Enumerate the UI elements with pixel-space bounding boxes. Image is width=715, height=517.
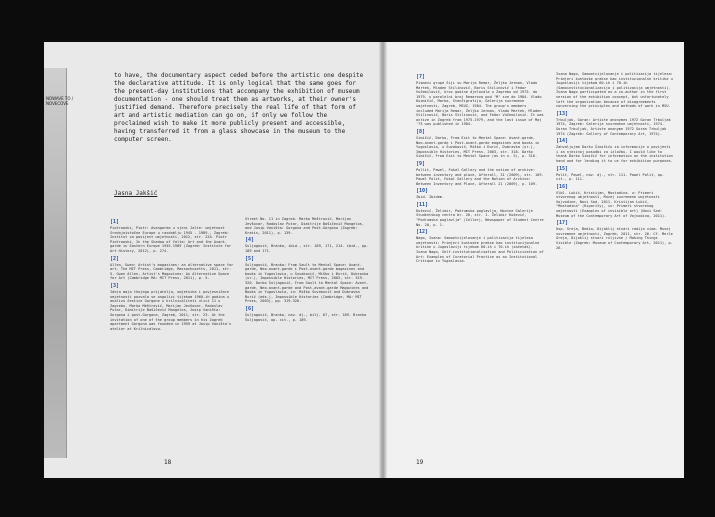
footnote-text: Vlbl. Lukić, Kristijan, Mostadina. u: Primeri stvorenog umjetnosti, Muzej suvremene umjetnosti Vojvodine, Novi Sad, 2011. Kristijan Lukić, "Mostadina" (Riparity), in: Primeri stvorenog umjetnosti (Examples of invisible art) (Novi Sad: Museum of the Contemporary Art of Vojvodina, 2011). xyxy=(556,190,667,218)
footnote-number: [4] xyxy=(245,237,255,244)
footnote-text: Usp. Sreja, Bedia, Dijaklij stvari radija vima. Musej suvremene umjetnosti, Zagreb, 2011, str. 26. Cf. Merle Greja, Dijaklij stvari ruljivne / Making Things Visible (Zagreb: Museum of Contemporary Art, 2011), p. 26. xyxy=(556,227,673,250)
footnote-column-3 xyxy=(416,74,544,264)
footnote-text: Piotrowski, Piotr: Avangarda u sjeni Jalte: umjetnost Srednjoistočne Europe u razdoblju 1945 - 1989., Zagreb: Institut za povijest umjetnosti, 2012, str. 224. Piotr Piotrowski, In the Shadow of Yalta: Art and the Avant-garde in Eastern Europe 1945-1989 (Zagreb: Institute for Art History, 2012), p. 274. xyxy=(110,226,232,253)
footnote-number: [16] xyxy=(556,183,569,190)
footnote-text: Ideja maja thojega prijatelja, umjetnika i povjesničare umjetnosti pozvala se ongolici tijekom 1960-ih godina u analizu čestice Gorgone u krilnicaliteti ulici 11 u Zagrebu. Marko Meštrović, Marijan Jevšovar, Radoslav Putar, Dimitrije Bašičević Mangelos, Josip Vaništa: Gorgona i post-Gorgona, Zagreb, 2011, str. 23. At the invitation of one of the group members in his Zagreb apartment Gorgona was founded in 1959 at Josip Vaništa's atelier at Krilnicalova. xyxy=(110,289,232,331)
photo-strip xyxy=(44,68,74,458)
footnote-text: Ivana Nago, Samootcijelovanje i politizacija tijelesa: Primjeri kustoske prakse kao institucionalne kritike u Jugoslaviji tijekom 60-ih i 70-ih (Samoinstitucionalizacija i politizacija umjetnosti). Ivana Nago participated as a co-author in the first version of the exhibition concept, but unfortunately left the organization because of disagreements concerning the principles and methods of work in MSU. xyxy=(556,72,673,109)
footnote-text: Pismeni grupe čiji su Marija Remar, Željko Jerman, Vlado Martek, Mladen Stilinović, Boris Stilinović i Fedor Vučemilović, kroz godine djelovala u Zagrebu od 1975. do 1979. u paralelni broj Remarova pod "M" sve do 1984. Vlado Kuzmičić, Marko, Stenčigrafija, Galerija suvremene umjetnosti, Zagreb, MSUZ, 1984. The group's members included Marija Remar, Željko Jerman, Vlado Martek, Mladen Stilinović, Boris Stilinović, and Fedor Vučemilović. It was active in Zagreb from 1975-1979, and the last issue of Maj '75 was published in 1984. xyxy=(416,81,544,127)
intro-paragraph: to have, the documentary aspect ceded before the artistic one despite the declarative attitude. It is only logical that the same goes for the present-day institutions that accompany the exhibition of museum documentation - one should treat them as artworks, at their owner's justified demand. Therefore precisely the real life of that form of art and artistic mediation can go on, if only we follow the proclaimed wish to make it more publicly present and accessible, having transferred it from a glass showcase in the museum to the computer screen. xyxy=(114,72,364,143)
left-page xyxy=(44,42,382,478)
footnote-text: Allen, Gwen: Artist's magazines: an alternative space for art. The MIT Press, Cambridge, Massachusetts, 2011, str. 5. Gwen Allen, Artist's Magazines: An Alternative Space for Art (Cambridge MA: MIT Press, 2011), p. 5. xyxy=(110,262,234,281)
footnote-number: [15] xyxy=(556,165,569,172)
footnote-text: Trbuljak, Goran: Artiste anonymes 1972 Goran Trbuljak 1974, Zagreb: Galerija suvremene umjetnosti, 1974. Goran Trbuljak, Artiste anonyme 1972 Goran Trbuljak 1974 (Zagreb: Gallery of Contemporary Art, 1974). xyxy=(556,117,671,136)
footnote-text: Kužević, Želimir, Podrumska poglavlja, Novine Galerije Studentskog centra br. 20, str. 1. Želimir Kožević, "Podrumska poglavlja" (Cellar), Newspaper of Student Centre No. 20, p. 1. xyxy=(416,208,544,227)
footnote-number: [13] xyxy=(556,110,569,117)
footnote-number: [1] xyxy=(110,219,120,225)
footnotes-left xyxy=(110,217,370,333)
footnote-column-2 xyxy=(245,217,370,333)
footnote-number: [3] xyxy=(110,282,120,289)
page-number: 19 xyxy=(416,459,424,466)
footnote-number: [17] xyxy=(556,220,569,227)
footnote-text: Ibid. Ibidem. xyxy=(416,195,445,200)
footnote-text: Zahvaljujem Darku Šimičiću za informacije o povijesti i za njezinoj posudbi za izložbu. I would like to thank Darko Šimičić for information on the institution hand and for lending it to us for exhibition purposes. xyxy=(556,145,673,163)
author-name: Jasna Jakšić xyxy=(114,190,158,197)
footnote-text: Šuljagović, Branka, ibid., str. 189, 171, 214. ibid., pp. 189 and 171. xyxy=(245,244,369,253)
footnote-number: [14] xyxy=(556,138,569,145)
photo-caption: NOWAVE TO / NOVECOVE xyxy=(46,96,74,106)
footnote-text: Nago, Ivana: Samootcijelovanje i politizacija tijelesa umjetnosti: Primjeri kustoske prakse kao institucijonalne kritike u Jugoslaviji tijekom 60-ih i 70-ih (sažetak). Ivana Nago, Self-institutionalisation and Politicization of Art: Examples of Curatorial Practice as an Institutional Critique in Yugoslavia. xyxy=(416,236,544,264)
footnote-number: [10] xyxy=(416,188,429,195)
right-page xyxy=(382,42,684,478)
footnote-text: Šimičić, Darko, From Exit to Mental Space: Avant-garde, Neo-avant-garde i Post-avant-garde magazines and books in Yugoslavia, u Šuvaković, Miško i Đurić, Dubravka (ur.), Impossible Histories, MIT Press, 2003, str. 318. Darko Šimičić, From Exit to Mental Space (as in n. 5), p. 316. xyxy=(416,135,540,159)
footnote-number: [6] xyxy=(245,305,255,312)
footnote-number: [2] xyxy=(110,255,120,262)
footnote-number: [9] xyxy=(416,160,426,167)
footnote-text: Street No. 11 in Zagreb. Marko Meštrović, Marijan Jevšovar, Radoslav Putar, Dimitrije Bašičević Mangelos, and Josip Vaništa: Gorgona and Post-Gorgona (Zagreb: Kratis, 2011), p. 139. xyxy=(245,217,364,235)
book-gutter xyxy=(379,42,387,478)
footnote-text: Šuljagović, Branka, nav. dj., bilj. 67, str. 189. Branka Šuljagović, op. cit., p. 189. xyxy=(245,312,367,322)
footnote-text: Pollit, Pawel, Fokal Gallery and the notion of archive: between inventory and place, Afterall, 31 (2009), str. 109. Pawel Polit, Fokal Gallery and the Notion of Archive: Between Inventory and Place, Afterall 21 (2009), p. 109. xyxy=(416,167,544,186)
page-number: 18 xyxy=(164,459,172,466)
footnote-column-1 xyxy=(110,217,235,333)
book-spread xyxy=(44,42,684,478)
footnotes-right-col1 xyxy=(416,72,544,266)
footnote-column-4 xyxy=(556,72,674,250)
footnote-text: Polit, Pawel, nav. dj., str. 111. Pawel Polit, op. cit., p. 111. xyxy=(556,172,665,182)
footnote-number: [7] xyxy=(416,74,426,80)
footnotes-right-col2 xyxy=(556,72,674,252)
footnote-number: [11] xyxy=(416,201,429,208)
footnote-text: Šuljagović, Branka: From Sault to Mental Space: Avant-garde, Neo-avant-garde i Post-avant-garde magazines and books in Yugoslavia, u Šuvaković, Miško i Đurić, Dubravka (ur.), Impossible Histories, MIT Press, 2003, str. 319-320. Dorbo Šuljagović, From Sault to Mental Space: Avant-garde, Neo-avant-garde and Post-avant-garde Magazines and Books in Yugoslavia, in: Miško Šuvaković and Dubravka Đurić (eds.), Impossible Histories (Cambridge, MA: MIT Press, 2003), pp. 319-320. xyxy=(245,262,369,304)
footnote-number: [12] xyxy=(416,229,429,236)
footnote-number: [8] xyxy=(416,128,426,135)
footnote-number: [5] xyxy=(245,255,255,262)
